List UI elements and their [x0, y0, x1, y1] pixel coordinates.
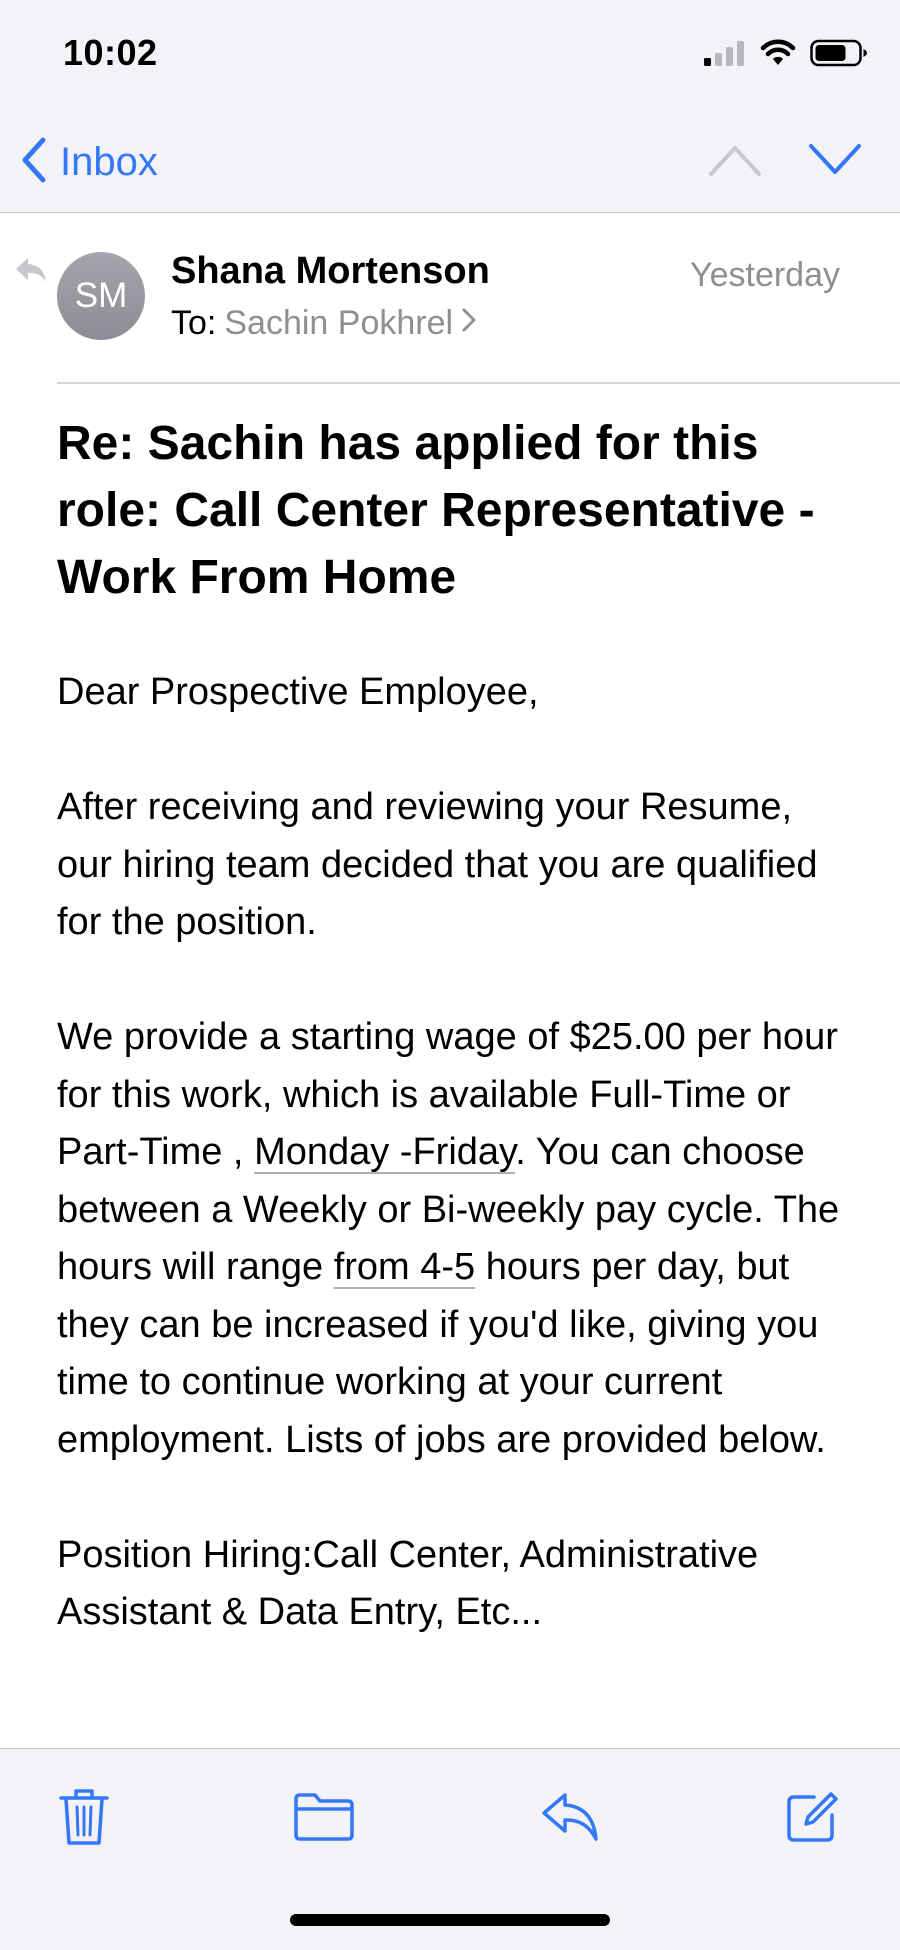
- back-to-inbox-button[interactable]: [20, 134, 158, 190]
- message-subject: Re: Sachin has applied for this role: Call Center Representative - Work From Home: [57, 417, 815, 604]
- delete-button[interactable]: [52, 1787, 116, 1851]
- status-bar: [0, 0, 900, 110]
- time-range-link[interactable]: from 4-5: [333, 1246, 476, 1288]
- sender-avatar[interactable]: SM: [57, 252, 145, 340]
- to-label: To:: [171, 304, 217, 342]
- home-indicator[interactable]: [290, 1914, 610, 1926]
- previous-message-button[interactable]: [708, 142, 762, 183]
- body-paragraph-1: After receiving and reviewing your Resume, our hiring team decided that you are qualified for the position.: [57, 786, 818, 943]
- next-message-button[interactable]: [808, 142, 862, 183]
- paragraph-text: hours per day, but they can be increased if you'd like, giving you time to continue working at your current employment. Lists of jobs are provided below.: [57, 1246, 826, 1461]
- status-time: 10:02: [63, 32, 158, 73]
- compose-icon: [784, 1789, 840, 1850]
- date-range-link[interactable]: Monday -Friday: [254, 1131, 516, 1173]
- cellular-signal-icon: [702, 40, 746, 71]
- message-date: Yesterday: [690, 256, 840, 294]
- back-label: Inbox: [60, 139, 158, 184]
- sender-name[interactable]: Shana Mortenson: [171, 250, 490, 292]
- move-to-folder-button[interactable]: [292, 1787, 356, 1851]
- header-divider: [57, 382, 900, 384]
- recipient-line[interactable]: [171, 304, 477, 343]
- body-paragraph-3: Position Hiring:Call Center, Administrative Assistant & Data Entry, Etc...: [57, 1533, 759, 1633]
- reply-button[interactable]: [538, 1787, 602, 1851]
- chevron-right-icon: [461, 304, 477, 343]
- paragraph-text: We provide a starting wage of $25.00 per hour for this work, which is available Full-Time or Part-Time ,: [57, 1016, 838, 1173]
- replied-indicator-icon: [14, 256, 48, 289]
- status-icons: [702, 40, 868, 70]
- reply-icon: [540, 1791, 600, 1848]
- paragraph-text: . You can choose between a Weekly or Bi-weekly pay cycle. The hours will range: [57, 1131, 840, 1288]
- chevron-left-icon: [20, 136, 48, 189]
- compose-button[interactable]: [780, 1787, 844, 1851]
- message-body: [57, 664, 857, 1699]
- navigation-bar: [0, 110, 900, 213]
- recipient-name[interactable]: Sachin Pokhrel: [224, 304, 454, 342]
- battery-icon: [810, 39, 868, 72]
- trash-icon: [58, 1787, 110, 1852]
- folder-icon: [293, 1792, 355, 1847]
- wifi-icon: [760, 39, 796, 72]
- greeting: Dear Prospective Employee,: [57, 671, 539, 713]
- message-navigation: [708, 142, 862, 183]
- body-paragraph-2: [57, 1009, 857, 1469]
